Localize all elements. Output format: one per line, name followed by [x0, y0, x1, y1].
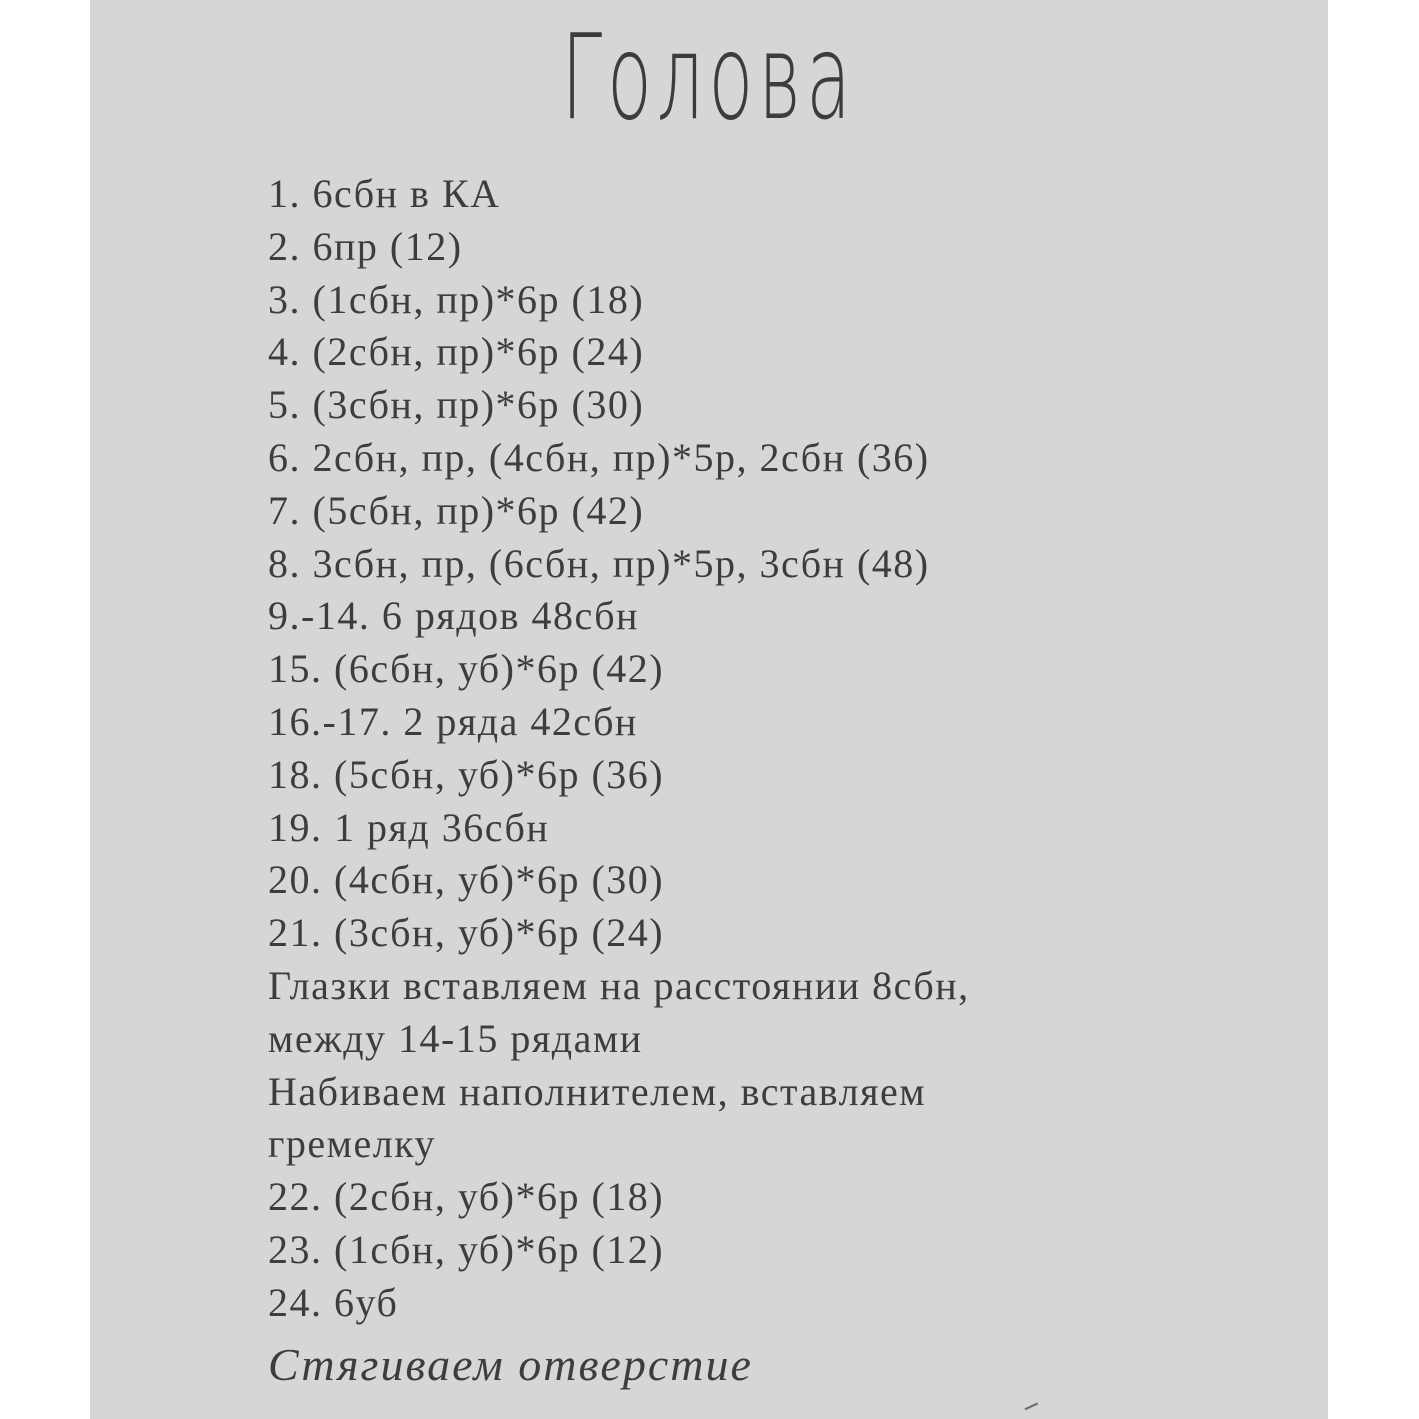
instruction-line: 4. (2сбн, пр)*6р (24)	[268, 329, 645, 375]
instruction-line: 8. 3сбн, пр, (6сбн, пр)*5р, 3сбн (48)	[268, 540, 930, 586]
instruction-list	[268, 168, 1288, 1330]
instruction-line: 15. (6сбн, уб)*6р (42)	[268, 646, 665, 692]
instruction-line: 22. (2сбн, уб)*6р (18)	[268, 1174, 665, 1220]
instruction-line: 23. (1сбн, уб)*6р (12)	[268, 1226, 665, 1272]
instruction-line: 18. (5сбн, уб)*6р (36)	[268, 751, 665, 797]
instruction-line: 20. (4сбн, уб)*6р (30)	[268, 857, 665, 903]
instruction-line: 16.-17. 2 ряда 42сбн	[268, 698, 638, 744]
instruction-line: 6. 2сбн, пр, (4сбн, пр)*5р, 2сбн (36)	[268, 434, 930, 480]
closing-instruction: Стягиваем отверстие	[268, 1339, 753, 1390]
instruction-line: между 14-15 рядами	[268, 1015, 643, 1061]
instruction-line: 21. (3сбн, уб)*6р (24)	[268, 910, 665, 956]
instruction-line: Набиваем наполнителем, вставляем	[268, 1068, 927, 1114]
instruction-line: гремелку	[268, 1121, 437, 1167]
instruction-line: 19. 1 ряд 36сбн	[268, 804, 550, 850]
instruction-line: 5. (3сбн, пр)*6р (30)	[268, 382, 645, 428]
instruction-line: 3. (1сбн, пр)*6р (18)	[268, 276, 645, 322]
instruction-line: 2. 6пр (12)	[268, 223, 463, 269]
instruction-line: 24. 6уб	[268, 1279, 399, 1325]
instruction-line: 1. 6сбн в КА	[268, 171, 501, 216]
instruction-line: Глазки вставляем на расстоянии 8сбн,	[268, 962, 970, 1008]
pattern-page	[90, 0, 1328, 1419]
instruction-line: 7. (5сбн, пр)*6р (42)	[268, 487, 645, 533]
page-title: Голова	[561, 8, 856, 146]
decorative-mark	[1025, 1403, 1042, 1418]
instruction-line: 9.-14. 6 рядов 48сбн	[268, 593, 639, 639]
